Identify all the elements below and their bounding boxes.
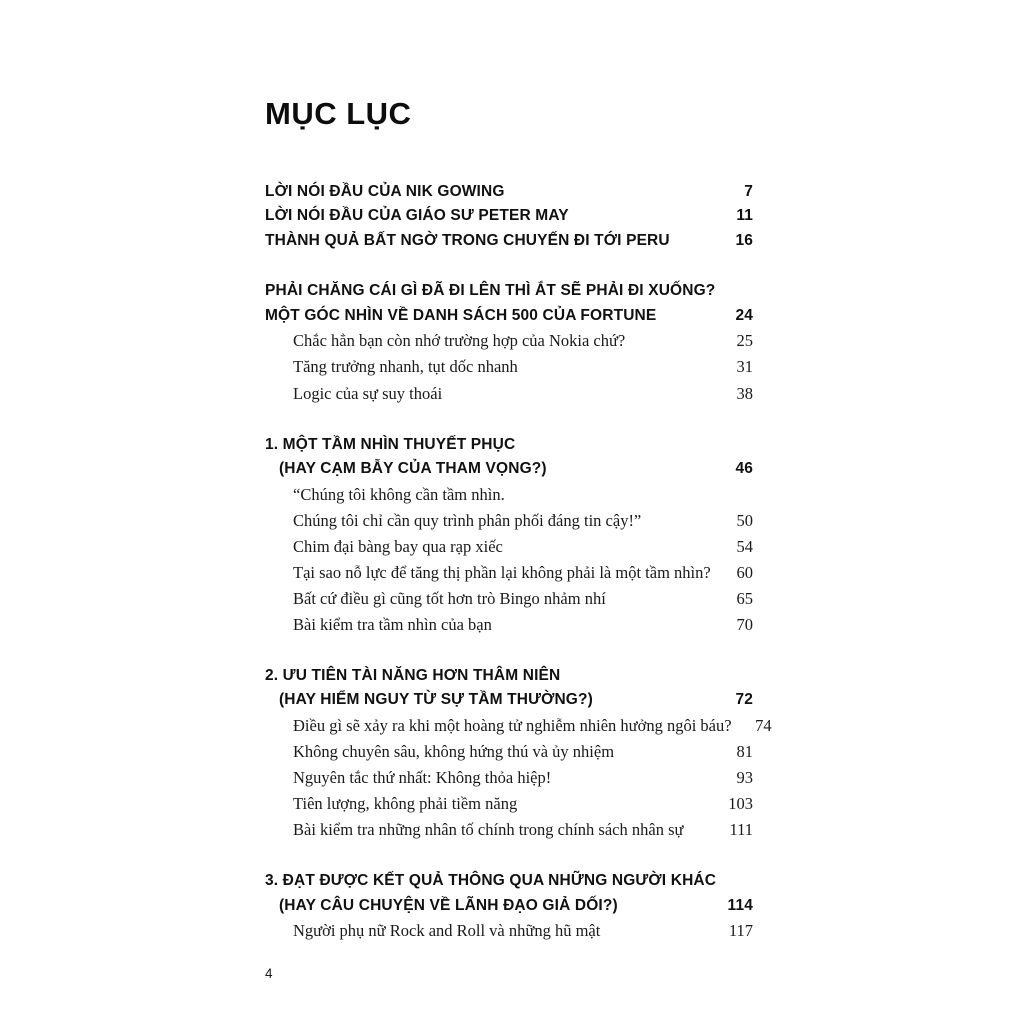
toc-entry-page: 25 [736,331,753,351]
toc-entry-page: 38 [736,383,753,403]
toc-entry-page: 24 [735,306,753,324]
toc-entry-label: Không chuyên sâu, không hứng thú và ủy nhiệm [293,741,615,761]
toc-entry-page: 111 [729,820,753,840]
toc-entry-label: Bài kiểm tra những nhân tố chính trong chính sách nhân sự [293,820,684,840]
page-number: 4 [265,966,273,981]
toc-entry[interactable] [265,328,753,354]
toc-entry-page: 81 [736,741,753,761]
toc-entry[interactable] [265,664,753,688]
toc-entry-label: Chúng tôi chỉ cần quy trình phân phối đáng tin cậy!” [293,510,642,530]
toc-entry-label: Tiên lượng, không phải tiềm năng [293,794,518,814]
toc-entry-label: (HAY HIỂM NGUY TỪ SỰ TẦM THƯỜNG?) [279,691,593,709]
toc-entry[interactable] [265,433,753,457]
toc-entry-page: 72 [735,691,753,709]
toc-entry-label: Nguyên tắc thứ nhất: Không thỏa hiệp! [293,768,552,788]
toc-entry-label: Chắc hẳn bạn còn nhớ trường hợp của Nokia chứ? [293,331,626,351]
toc-entry[interactable] [265,560,753,586]
toc-entry[interactable] [265,180,753,204]
toc-entry-label: LỜI NÓI ĐẦU CỦA GIÁO SƯ PETER MAY [265,207,569,225]
toc-entry[interactable] [265,508,753,534]
toc-entry-label: Tại sao nỗ lực để tăng thị phần lại không phải là một tầm nhìn? [293,562,711,582]
section-spacer [265,253,753,279]
toc-entry[interactable] [265,713,772,739]
section-spacer [265,407,753,433]
toc-entry-label: (HAY CẠM BẪY CỦA THAM VỌNG?) [279,460,547,478]
toc-entry-page: 60 [736,562,753,582]
toc-entry-label: MỘT GÓC NHÌN VỀ DANH SÁCH 500 CỦA FORTUNE [265,306,657,324]
toc-entry[interactable] [265,791,753,817]
toc-entry-label: Chim đại bàng bay qua rạp xiếc [293,536,503,556]
toc-entry-page: 31 [736,357,753,377]
section-spacer [265,843,753,869]
toc-entry-label: Bất cứ điều gì cũng tốt hơn trò Bingo nhảm nhí [293,588,606,608]
toc-entry-page: 16 [735,231,753,249]
toc-entry-label: (HAY CÂU CHUYỆN VỀ LÃNH ĐẠO GIẢ DỐI?) [279,896,618,914]
toc-entry-label: Logic của sự suy thoái [293,383,443,403]
toc-entry-page: 70 [736,614,753,634]
toc-entry-label: LỜI NÓI ĐẦU CỦA NIK GOWING [265,183,505,200]
toc-entry[interactable] [265,688,753,712]
toc-entry-page: 114 [727,896,753,914]
toc-entry-page: 65 [736,588,753,608]
toc-entry-label: 2. ƯU TIÊN TÀI NĂNG HƠN THÂM NIÊN [265,666,561,684]
toc-entry[interactable] [265,817,753,843]
toc-entry-page: 117 [728,921,753,941]
toc-entry[interactable] [265,765,753,791]
toc-entry-label: Điều gì sẽ xảy ra khi một hoàng tử nghiễm nhiên hưởng ngôi báu? [293,715,732,735]
toc-entry[interactable] [265,869,753,893]
toc-entry-page: 50 [736,510,753,530]
toc-entry[interactable] [265,739,753,765]
toc-entry-page: 11 [736,207,753,225]
toc-entry-page: 46 [735,460,753,478]
toc-entry[interactable] [265,304,753,328]
toc-entry[interactable] [265,586,753,612]
toc-entry[interactable] [265,279,753,303]
toc-entry[interactable] [265,229,753,253]
toc-entry-page: 93 [736,768,753,788]
toc-entry[interactable] [265,354,753,380]
toc-entry[interactable] [265,204,753,228]
toc-entry-label: “Chúng tôi không cần tầm nhìn. [293,484,505,504]
toc-entry[interactable] [265,457,753,481]
toc-entry-page: 7 [744,183,753,200]
toc-entry-label: THÀNH QUẢ BẤT NGỜ TRONG CHUYẾN ĐI TỚI PERU [265,231,670,249]
toc-entry-page: 74 [755,715,772,735]
toc-entry-label: Tăng trưởng nhanh, tụt dốc nhanh [293,357,518,377]
toc-entry-label: PHẢI CHĂNG CÁI GÌ ĐÃ ĐI LÊN THÌ ẮT SẼ PHẢI ĐI XUỐNG? [265,282,716,300]
toc-entry-page: 103 [728,794,753,814]
toc-entry-label: Bài kiểm tra tầm nhìn của bạn [293,614,492,634]
toc-entry[interactable] [265,612,753,638]
page-title: MỤC LỤC [265,96,412,131]
toc-entry-label: 3. ĐẠT ĐƯỢC KẾT QUẢ THÔNG QUA NHỮNG NGƯỜI KHÁC [265,872,717,890]
section-spacer [265,638,753,664]
toc-entry[interactable] [265,534,753,560]
toc-entry-label: Người phụ nữ Rock and Roll và những hũ mật [293,921,601,941]
table-of-contents [265,180,772,944]
toc-entry[interactable] [265,482,753,508]
toc-entry-page: 54 [736,536,753,556]
toc-entry[interactable] [265,894,753,918]
toc-entry-label: 1. MỘT TẦM NHÌN THUYẾT PHỤC [265,435,516,453]
toc-entry[interactable] [265,918,753,944]
toc-entry[interactable] [265,381,753,407]
